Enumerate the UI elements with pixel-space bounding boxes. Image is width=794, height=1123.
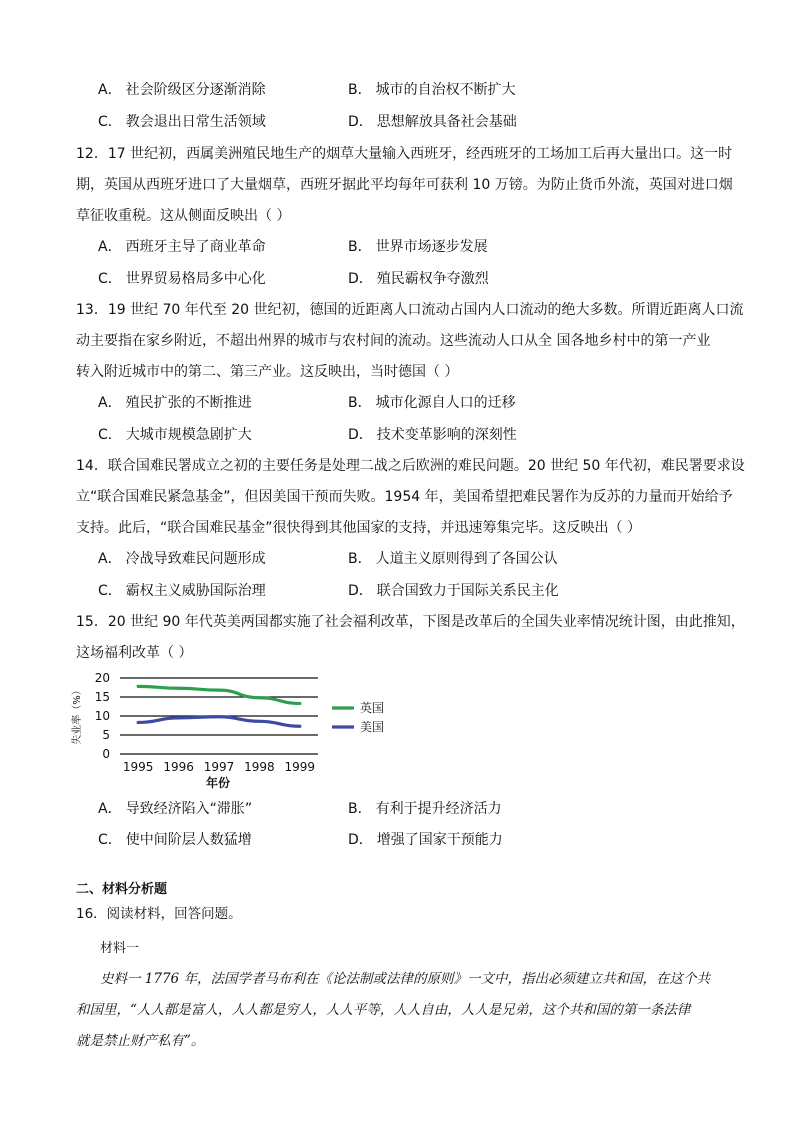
q14-option-a[interactable]	[98, 549, 266, 569]
option-text: 冷战导致难民问题形成	[125, 551, 266, 567]
q14-stem-line-3: 支持。此后，“联合国难民基金”很快得到其他国家的支持，并迅速筹集完毕。这反映出（ ）	[76, 520, 641, 536]
q15-option-c[interactable]	[98, 830, 252, 850]
q14-option-b[interactable]	[348, 549, 558, 569]
y-tick-label: 5	[102, 728, 110, 742]
option-letter: D．	[348, 427, 373, 443]
q13-stem-line-3: 转入附近城市中的第二、第三产业。这反映出，当时德国（ ）	[76, 364, 459, 380]
option-letter: C．	[98, 427, 122, 443]
q13-option-c[interactable]	[98, 425, 252, 445]
option-text: 联合国致力于国际关系民主化	[376, 583, 559, 599]
option-letter: A．	[98, 82, 122, 98]
q13-option-a[interactable]	[98, 393, 252, 413]
y-tick-label: 20	[94, 671, 110, 685]
option-letter: B．	[348, 551, 372, 567]
y-tick-label: 10	[94, 709, 110, 723]
q14-stem-line-1: 14．联合国难民署成立之初的主要任务是处理二战之后欧洲的难民问题。20 世纪 50 年代初，难民署要求设	[76, 458, 745, 474]
option-text: 导致经济陷入“滞胀”	[125, 801, 253, 817]
series-line	[138, 717, 300, 727]
q15-option-a[interactable]	[98, 799, 252, 819]
option-text: 世界市场逐步发展	[375, 239, 488, 255]
option-text: 世界贸易格局多中心化	[125, 271, 266, 287]
chart-y-axis-label: 失业率（%）	[72, 685, 83, 745]
q12-option-a[interactable]	[98, 237, 266, 257]
q15-stem-line-2: 这场福利改革（ ）	[76, 645, 193, 661]
q12-stem-line-3: 草征收重税。这从侧面反映出（ ）	[76, 208, 291, 224]
series-line	[138, 686, 300, 703]
option-letter: D．	[348, 114, 373, 130]
q14-option-c[interactable]	[98, 581, 266, 601]
x-tick-label: 1995	[122, 760, 154, 774]
q13-option-b[interactable]	[348, 393, 516, 413]
chart-legend	[332, 701, 384, 734]
chart-x-ticks	[123, 760, 315, 774]
y-tick-label: 15	[94, 690, 110, 704]
option-letter: B．	[348, 801, 372, 817]
y-tick-label: 0	[102, 747, 110, 761]
material-label: 材料一	[100, 941, 140, 956]
option-text: 有利于提升经济活力	[375, 801, 502, 817]
option-letter: C．	[98, 583, 122, 599]
material-line-3: 就是禁止财产私有”。	[76, 1033, 205, 1049]
unemployment-line-chart	[70, 668, 410, 793]
q15-stem-line-1: 15．20 世纪 90 年代英美两国都实施了社会福利改革，下图是改革后的全国失业率情况统计图，由此推知，	[76, 614, 745, 630]
q13-stem-line-1: 13．19 世纪 70 年代至 20 世纪初，德国的近距离人口流动占国内人口流动的绝大多数。所谓近距离人口流	[76, 302, 744, 318]
option-text: 西班牙主导了商业革命	[125, 239, 266, 255]
q12-option-d[interactable]	[348, 269, 489, 289]
option-letter: B．	[348, 82, 372, 98]
q11-option-b[interactable]	[348, 80, 516, 100]
material-line-2: 和国里，“人人都是富人，人人都是穷人，人人平等，人人自由，人人是兄弟，这个共和国的第一条法律	[76, 1002, 691, 1018]
legend-label: 英国	[360, 701, 385, 715]
option-text: 增强了国家干预能力	[376, 832, 503, 848]
chart-series	[138, 686, 300, 726]
option-letter: A．	[98, 239, 122, 255]
option-text: 技术变革影响的深刻性	[376, 427, 517, 443]
option-text: 大城市规模急剧扩大	[125, 427, 252, 443]
x-tick-label: 1997	[203, 760, 235, 774]
option-text: 殖民扩张的不断推进	[125, 395, 252, 411]
option-letter: A．	[98, 551, 122, 567]
option-letter: B．	[348, 239, 372, 255]
option-letter: C．	[98, 832, 122, 848]
q12-option-c[interactable]	[98, 269, 266, 289]
option-text: 城市的自治权不断扩大	[375, 82, 516, 98]
q14-stem-line-2: 立“联合国难民紧急基金”，但因美国干预而失败。1954 年，美国希望把难民署作为反苏的力量而开始给予	[76, 489, 733, 505]
q12-stem-line-2: 期，英国从西班牙进口了大量烟草，西班牙据此平均每年可获利 10 万镑。为防止货币外流，英国对进口烟	[76, 177, 733, 193]
chart-x-axis-label: 年份	[205, 776, 231, 790]
material-line-1: 史料一 1776 年，法国学者马布利在《论法制或法律的原则》一文中，指出必须建立共和国，在这个共	[100, 971, 710, 987]
x-tick-label: 1999	[284, 760, 316, 774]
option-letter: D．	[348, 832, 373, 848]
x-tick-label: 1996	[163, 760, 194, 774]
option-letter: A．	[98, 395, 122, 411]
option-text: 社会阶级区分逐渐消除	[125, 82, 266, 98]
chart-y-ticks	[95, 671, 110, 761]
option-text: 霸权主义威胁国际治理	[125, 583, 266, 599]
option-text: 使中间阶层人数猛增	[125, 832, 252, 848]
q11-option-a[interactable]	[98, 80, 266, 100]
option-letter: D．	[348, 271, 373, 287]
q16-title: 16．阅读材料，回答问题。	[76, 906, 242, 922]
section-title: 二、材料分析题	[76, 882, 168, 897]
option-letter: D．	[348, 583, 373, 599]
q15-option-b[interactable]	[348, 799, 502, 819]
q12-option-b[interactable]	[348, 237, 488, 257]
option-text: 人道主义原则得到了各国公认	[375, 551, 558, 567]
option-letter: B．	[348, 395, 372, 411]
option-text: 城市化源自人口的迁移	[375, 395, 516, 411]
q13-option-d[interactable]	[348, 425, 517, 445]
x-tick-label: 1998	[244, 760, 275, 774]
option-text: 思想解放具备社会基础	[376, 114, 517, 130]
legend-label: 美国	[360, 720, 385, 734]
q12-stem-line-1: 12．17 世纪初，西属美洲殖民地生产的烟草大量输入西班牙，经西班牙的工场加工后再大量出口。这一时	[76, 146, 733, 162]
option-letter: A．	[98, 801, 122, 817]
q11-option-c[interactable]	[98, 112, 266, 132]
option-text: 殖民霸权争夺激烈	[376, 271, 489, 287]
q11-option-d[interactable]	[348, 112, 517, 132]
q15-option-d[interactable]	[348, 830, 503, 850]
q14-option-d[interactable]	[348, 581, 559, 601]
q13-stem-line-2: 动主要指在家乡附近，不超出州界的城市与农村间的流动。这些流动人口从全 国各地乡村中的第一产业	[76, 333, 711, 349]
option-letter: C．	[98, 114, 122, 130]
option-letter: C．	[98, 271, 122, 287]
option-text: 教会退出日常生活领域	[125, 114, 266, 130]
